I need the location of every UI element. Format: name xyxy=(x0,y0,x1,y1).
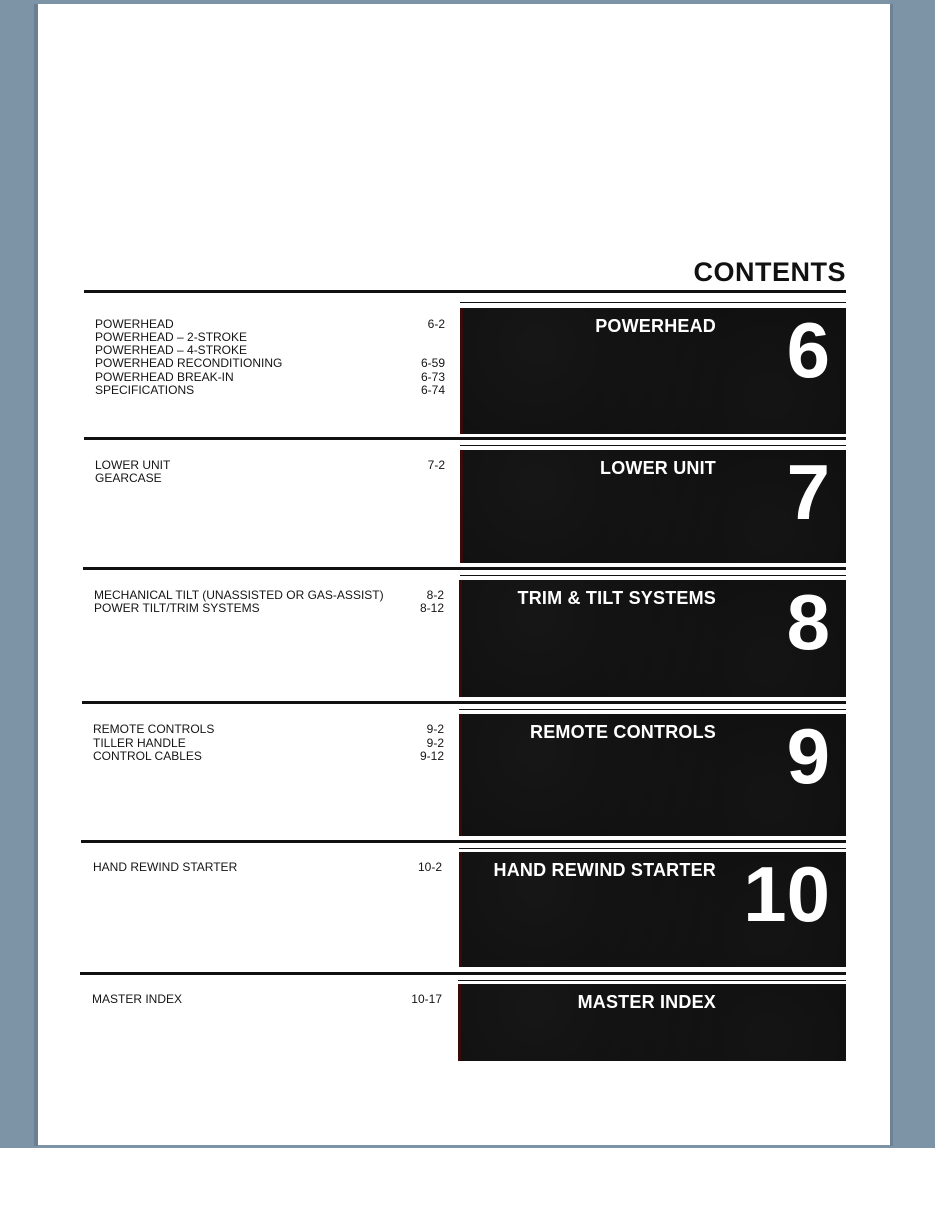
toc-entry[interactable]: SPECIFICATIONS xyxy=(95,383,195,397)
tab-edge xyxy=(459,580,462,697)
toc-entry-page[interactable]: 7-2 xyxy=(427,458,445,472)
section-tab-title: POWERHEAD xyxy=(595,316,716,336)
tab-edge xyxy=(460,308,463,434)
toc-entry-page[interactable]: 6-73 xyxy=(420,370,445,384)
section-rule-thin xyxy=(460,575,846,576)
toc-entry[interactable]: LOWER UNIT xyxy=(95,458,171,472)
section-tab-number: 8 xyxy=(786,578,830,666)
section-tab-number: 10 xyxy=(743,850,830,938)
section-rule xyxy=(82,701,846,704)
section-rule xyxy=(80,972,846,975)
tab-edge xyxy=(459,852,462,967)
section-tab-title: REMOTE CONTROLS xyxy=(530,722,716,742)
section-rule-thin xyxy=(459,848,846,849)
section-tab[interactable] xyxy=(459,714,846,836)
section-rule xyxy=(81,840,846,843)
section-tab[interactable] xyxy=(458,984,846,1061)
toc-entry[interactable]: POWERHEAD RECONDITIONING xyxy=(95,356,283,370)
toc-entry-page[interactable]: 9-2 xyxy=(426,736,444,750)
toc-entry-page[interactable]: 8-2 xyxy=(426,588,444,602)
toc-entry-page[interactable]: 10-17 xyxy=(411,992,442,1006)
section-rule-thin xyxy=(458,980,846,981)
toc-entry-page[interactable]: 6-59 xyxy=(420,356,445,370)
section-rule-thin xyxy=(460,445,846,446)
section-tab-number: 7 xyxy=(786,448,830,536)
tab-edge xyxy=(460,450,463,563)
toc-entry[interactable]: POWERHEAD – 2-STROKE xyxy=(95,330,248,344)
page-title: CONTENTS xyxy=(693,257,846,287)
section-tab-title: HAND REWIND STARTER xyxy=(493,860,716,880)
toc-entry[interactable]: POWERHEAD – 4-STROKE xyxy=(95,343,248,357)
toc-entry[interactable]: POWERHEAD xyxy=(95,317,174,331)
toc-entry[interactable]: POWERHEAD BREAK-IN xyxy=(95,370,234,384)
toc-entry[interactable]: MECHANICAL TILT (UNASSISTED OR GAS-ASSIST) xyxy=(94,588,384,602)
toc-entry[interactable]: REMOTE CONTROLS xyxy=(93,722,215,736)
section-tab-number: 9 xyxy=(786,712,830,800)
toc-entry[interactable]: POWER TILT/TRIM SYSTEMS xyxy=(94,601,260,615)
section-rule-thin xyxy=(459,709,846,710)
toc-entry[interactable]: CONTROL CABLES xyxy=(93,749,202,763)
toc-entry[interactable]: GEARCASE xyxy=(95,471,162,485)
toc-entry[interactable]: HAND REWIND STARTER xyxy=(93,860,238,874)
tab-edge xyxy=(459,714,462,836)
toc-entry-page[interactable]: 9-12 xyxy=(419,749,444,763)
page-right-edge xyxy=(890,4,893,1146)
toc-entry-page[interactable]: 8-12 xyxy=(419,601,444,615)
section-tab-number: 6 xyxy=(786,306,830,394)
section-tab-title: MASTER INDEX xyxy=(577,992,716,1012)
section-rule-thin xyxy=(460,302,846,303)
toc-entry-page[interactable]: 6-2 xyxy=(427,317,445,331)
scanner-bottom-margin xyxy=(0,1148,935,1210)
section-tab[interactable] xyxy=(460,308,846,434)
section-tab-title: TRIM & TILT SYSTEMS xyxy=(517,588,716,608)
toc-entry-page[interactable]: 9-2 xyxy=(426,722,444,736)
section-rule xyxy=(84,290,846,293)
section-rule xyxy=(83,567,846,570)
section-rule xyxy=(84,437,846,440)
section-tab[interactable] xyxy=(460,450,846,563)
tab-edge xyxy=(458,984,461,1061)
section-tab[interactable] xyxy=(459,580,846,697)
section-tab-title: LOWER UNIT xyxy=(600,458,716,478)
toc-entry-page[interactable]: 6-74 xyxy=(420,383,445,397)
section-tab[interactable] xyxy=(459,852,846,967)
toc-entry[interactable]: MASTER INDEX xyxy=(92,992,183,1006)
toc-entry-page[interactable]: 10-2 xyxy=(417,860,442,874)
toc-entry[interactable]: TILLER HANDLE xyxy=(93,736,186,750)
